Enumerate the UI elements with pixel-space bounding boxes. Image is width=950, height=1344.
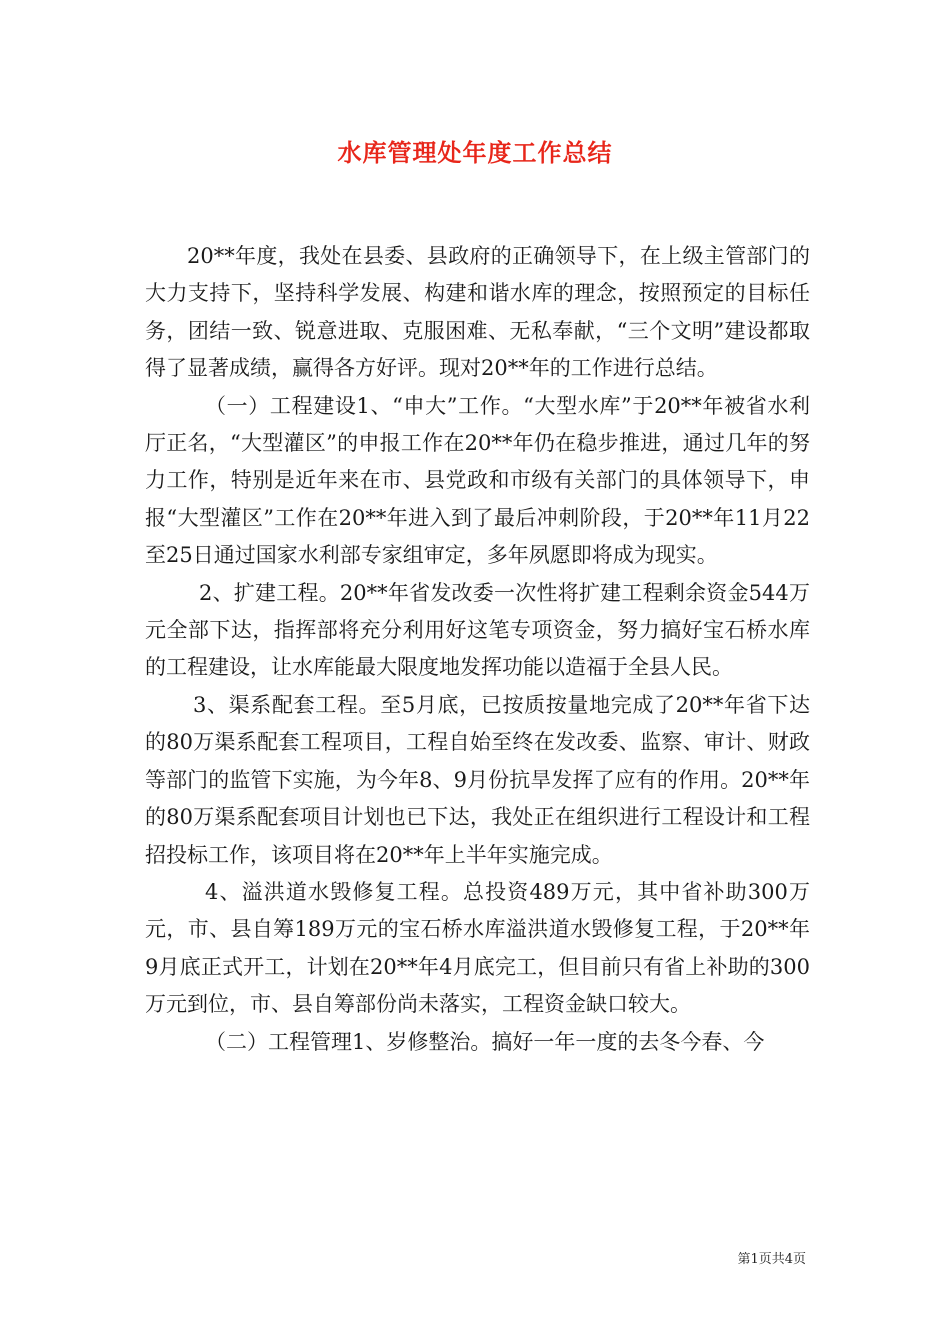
paragraph-intro: 20**年度，我处在县委、县政府的正确领导下，在上级主管部门的大力支持下，坚持科学发展、构建和谐水库的理念，按照预定的目标任务，团结一致、锐意进取、克服困难、无私奉献，“三个文明”建设都取得了显著成绩，赢得各方好评。现对20**年的工作进行总结。 <box>145 244 810 381</box>
document-body <box>145 238 810 1061</box>
document-title: 水库管理处年度工作总结 <box>337 139 613 167</box>
page-number: 第1页共4页 <box>737 1252 806 1267</box>
paragraph-engineering-management: （二）工程管理1、岁修整治。搞好一年一度的去冬今春、今 <box>205 1029 765 1054</box>
paragraph-spillway-repair: 4、溢洪道水毁修复工程。总投资489万元，其中省补助300万元，市、县自筹189万元的宝石桥水库溢洪道水毁修复工程，于20**年9月底正式开工，计划在20**年4月底完工，但目前只有省上补助的300万元到位，市、县自筹部份尚未落实，工程资金缺口较大。 <box>145 879 810 1017</box>
paragraph-engineering-construction: （一）工程建设1、“申大”工作。“大型水库”于20**年被省水利厅正名，“大型灌区”的申报工作在20**年仍在稳步推进，通过几年的努力工作，特别是近年来在市、县党政和市级有关部门的具体领导下，申报“大型灌区”工作在20**年进入到了最后冲刺阶段，于20**年11月22至25日通过国家水利部专家组审定，多年夙愿即将成为现实。 <box>145 393 810 568</box>
paragraph-canal-project: 3、渠系配套工程。至5月底，已按质按量地完成了20**年省下达的80万渠系配套工程项目，工程自始至终在发改委、监察、审计、财政等部门的监管下实施，为今年8、9月份抗旱发挥了应有的作用。20**年的80万渠系配套项目计划也已下达，我处正在组织进行工程设计和工程招投标工作，该项目将在20**年上半年实施完成。 <box>145 692 810 867</box>
paragraph-expansion-project: 2、扩建工程。20**年省发改委一次性将扩建工程剩余资金544万元全部下达，指挥部将充分利用好这笔专项资金，努力搞好宝石桥水库的工程建设，让水库能最大限度地发挥功能以造福于全县人民。 <box>145 580 810 680</box>
